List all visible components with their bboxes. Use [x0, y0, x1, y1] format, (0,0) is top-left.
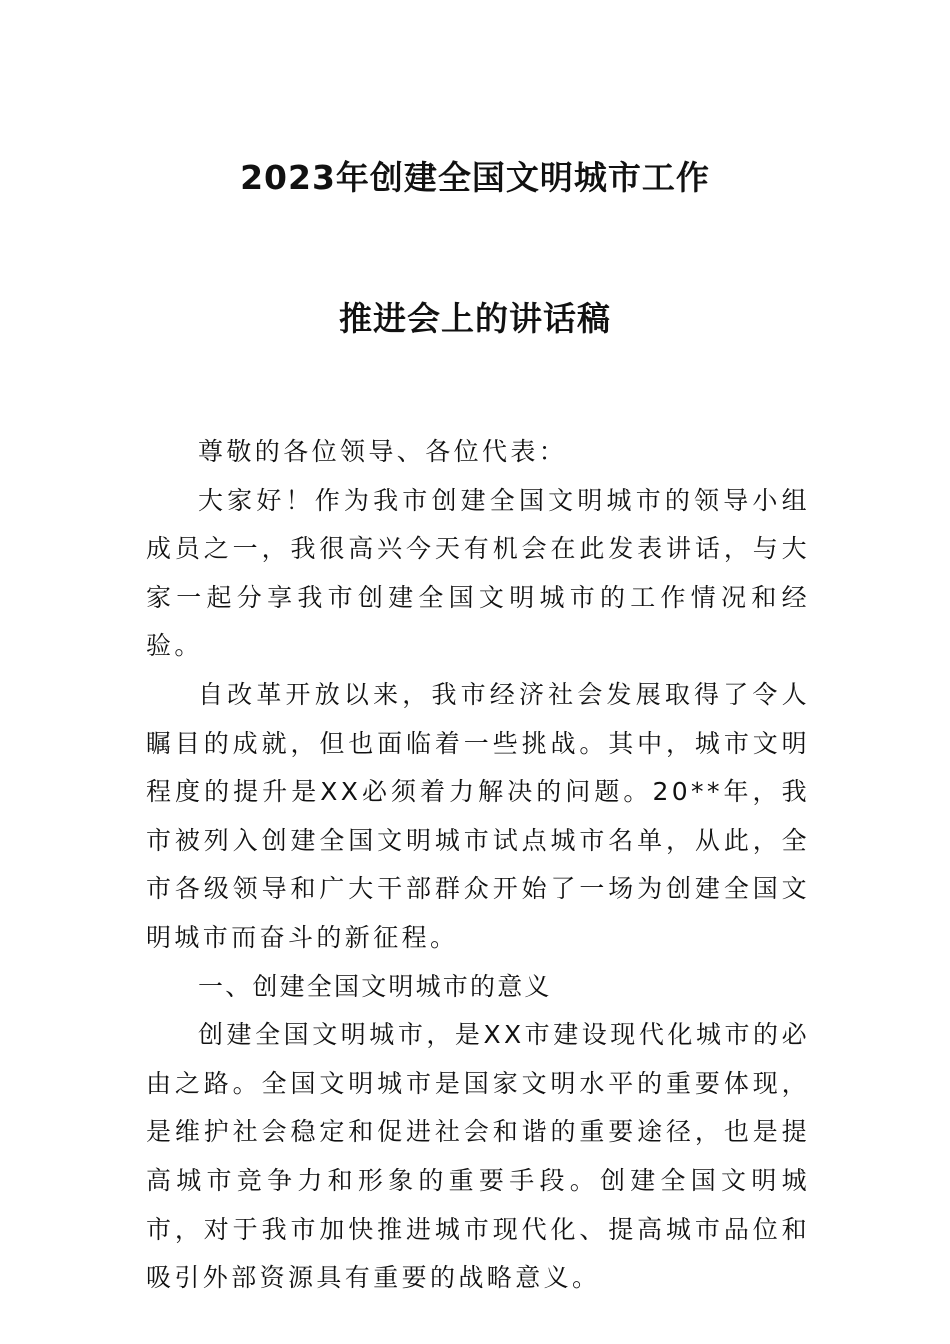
document-body [146, 428, 810, 1303]
section-heading: 一、创建全国文明城市的意义 [198, 971, 552, 1001]
greeting-paragraph: 大家好！作为我市创建全国文明城市的领导小组成员之一，我很高兴今天有机会在此发表讲话，与大家一起分享我市创建全国文明城市的工作情况和经验。 [146, 485, 810, 661]
background-paragraph: 自改革开放以来，我市经济社会发展取得了令人瞩目的成就，但也面临着一些挑战。其中，城市文明程度的提升是XX必须着力解决的问题。20**年，我市被列入创建全国文明城市试点城市名单，从此，全市各级领导和广大干部群众开始了一场为创建全国文明城市而奋斗的新征程。 [146, 679, 810, 952]
significance-paragraph: 创建全国文明城市，是XX市建设现代化城市的必由之路。全国文明城市是国家文明水平的重要体现，是维护社会稳定和促进社会和谐的重要途径，也是提高城市竞争力和形象的重要手段。创建全国文明城市，对于我市加快推进城市现代化、提高城市品位和吸引外部资源具有重要的战略意义。 [146, 1020, 810, 1293]
document-title-line-2: 推进会上的讲话稿 [339, 299, 611, 338]
salutation-paragraph: 尊敬的各位领导、各位代表： [198, 437, 568, 466]
document-title-line-1: 2023年创建全国文明城市工作 [240, 158, 710, 197]
